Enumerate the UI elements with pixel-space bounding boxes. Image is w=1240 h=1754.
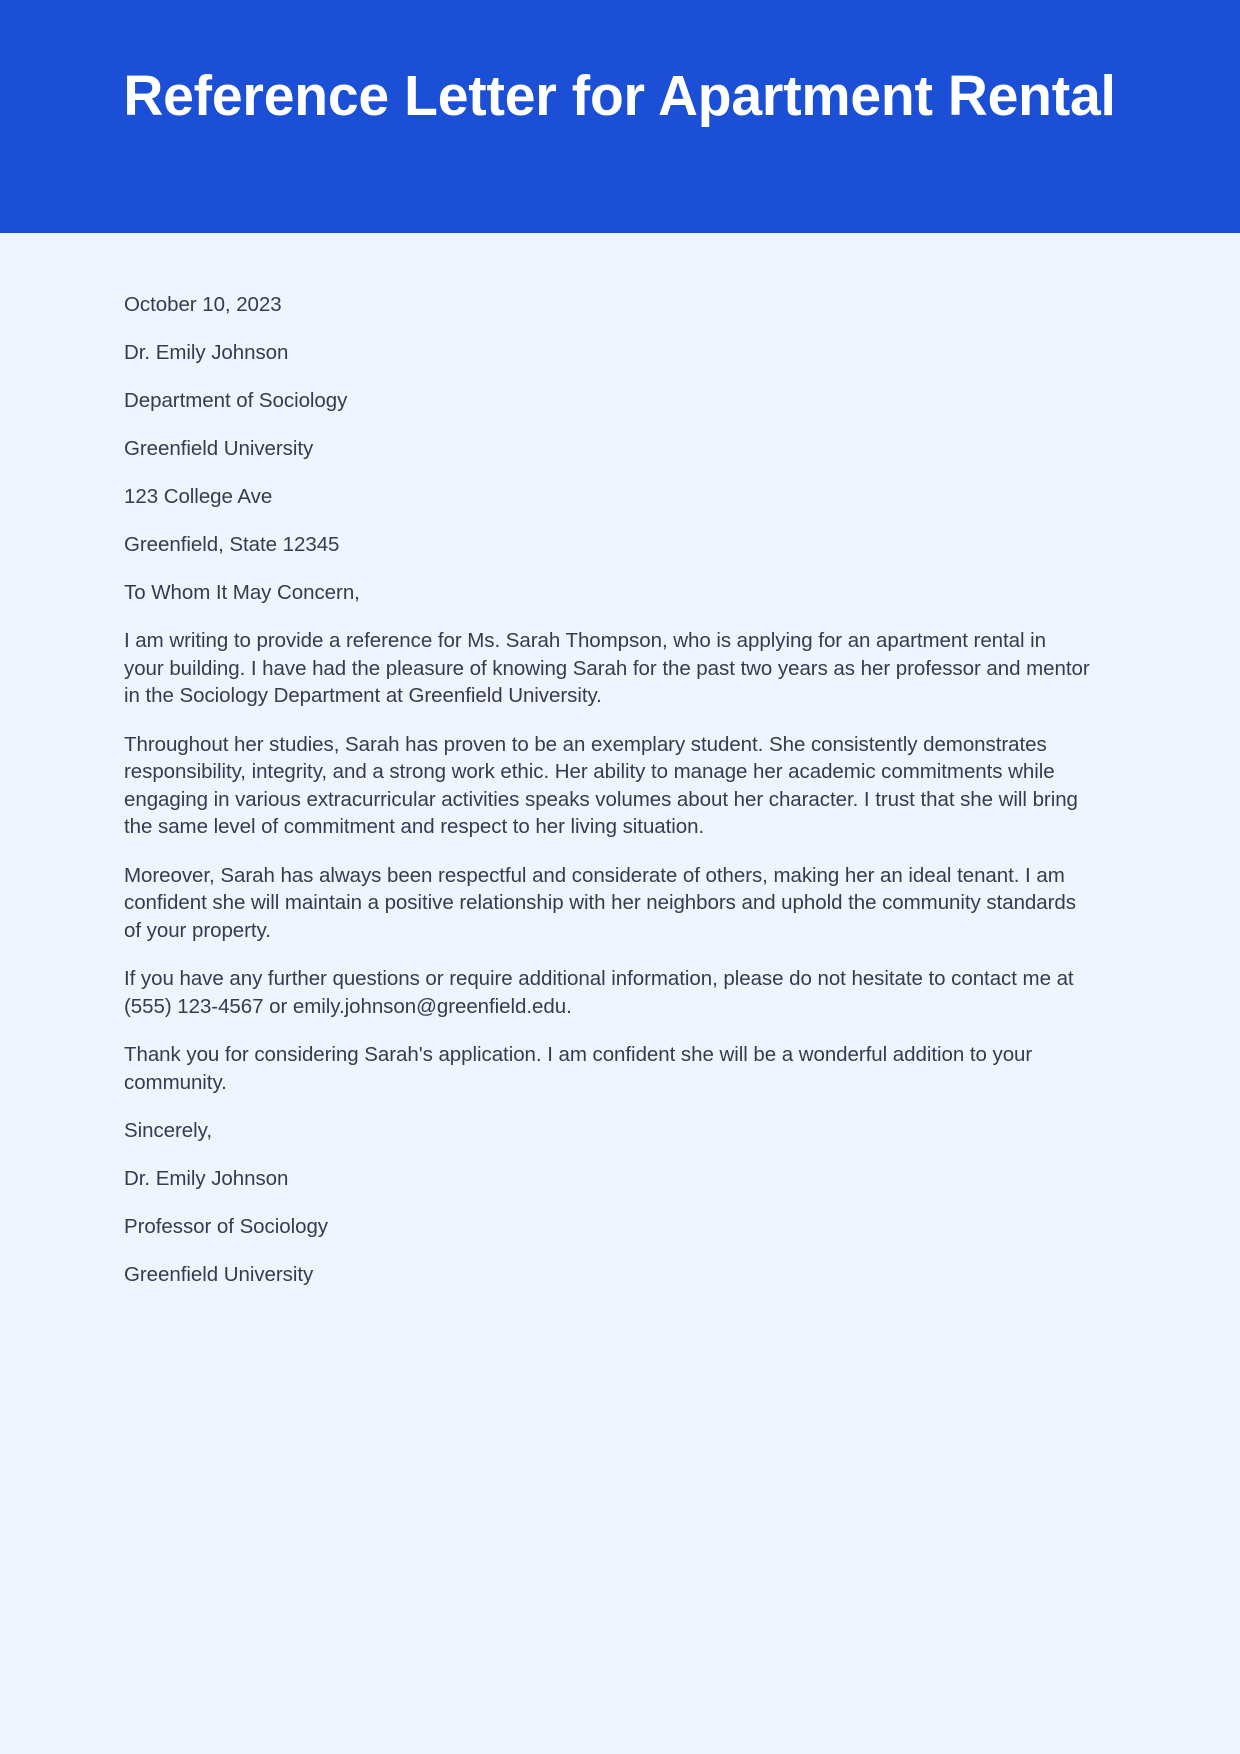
recipient-city-state-zip: Greenfield, State 12345 [124,533,340,556]
letter-paragraph-3: Moreover, Sarah has always been respectful and considerate of others, making her an ideal tenant. I am confident she will maintain a positive relationship with her neighbors and uphold the community standards of your property. [124,863,1076,942]
signature-name: Dr. Emily Johnson [124,1167,289,1190]
signature-title: Professor of Sociology [124,1215,329,1238]
letter-paragraph-1: I am writing to provide a reference for Ms. Sarah Thompson, who is applying for an apartment rental in your building. I have had the pleasure of knowing Sarah for the past two years as her professor and mentor in the Sociology Department at Greenfield University. [124,629,1090,707]
salutation: To Whom It May Concern, [124,581,360,604]
recipient-name: Dr. Emily Johnson [124,341,289,364]
document-header-banner [0,0,1240,233]
letter-paragraph-2: Throughout her studies, Sarah has proven to be an exemplary student. She consistently demonstrates responsibility, integrity, and a strong work ethic. Her ability to manage her academic commitments while engaging in various extracurricular activities speaks volumes about her character. I trust that she will bring the same level of commitment and respect to her living situation. [124,732,1078,838]
letter-date: October 10, 2023 [124,293,282,316]
letter-body [0,233,1240,1288]
page-title: Reference Letter for Apartment Rental [123,64,1117,129]
signature-institution: Greenfield University [124,1263,314,1286]
closing-salutation: Sincerely, [124,1119,212,1142]
letter-paragraph-5-thanks: Thank you for considering Sarah's application. I am confident she will be a wonderful addition to your community. [124,1043,1033,1094]
letter-paragraph-4-contact: If you have any further questions or require additional information, please do not hesitate to contact me at (555) 123-4567 or emily.johnson@greenfield.edu. [124,967,1074,1018]
recipient-street-address: 123 College Ave [124,485,273,508]
recipient-department: Department of Sociology [124,389,348,412]
recipient-institution: Greenfield University [124,437,314,460]
